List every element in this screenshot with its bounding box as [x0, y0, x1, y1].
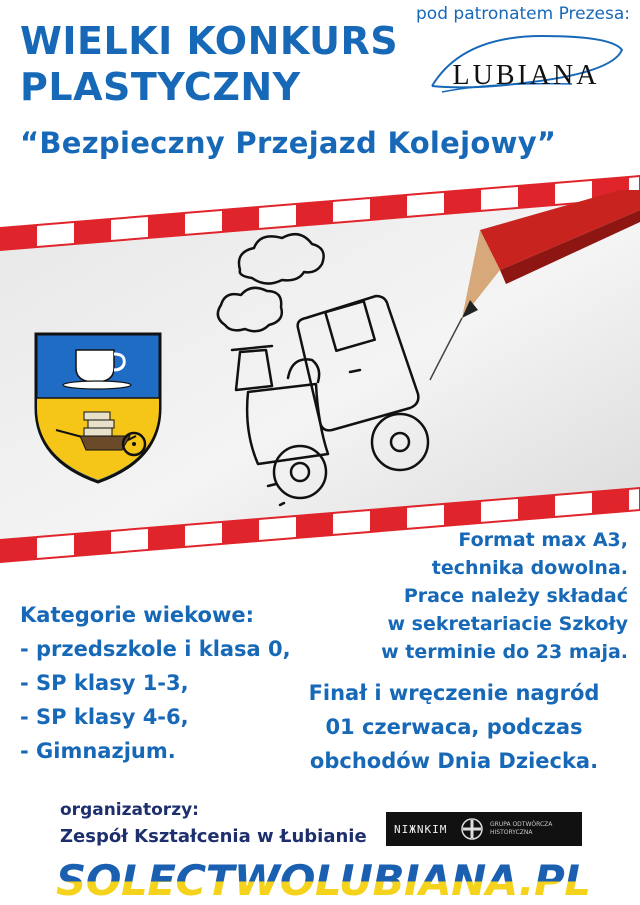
lubiana-logo — [412, 26, 640, 106]
patron-label: pod patronatem Prezesa: — [416, 4, 630, 24]
age-categories — [20, 598, 291, 768]
category-item: - przedszkole i klasa 0, — [20, 637, 291, 661]
rules-line: w terminie do 23 maja. — [381, 641, 628, 663]
rules-line: Prace należy składać — [403, 585, 628, 607]
final-line: 01 czerwaca, podczas — [325, 715, 583, 739]
final-line: Finał i wręczenie nagród — [308, 681, 600, 705]
final-info — [296, 676, 612, 778]
badge-right-text: GRUPA ODTWÓRCZA HISTORYCZNA — [490, 821, 553, 836]
category-item: - SP klasy 1-3, — [20, 671, 189, 695]
reenactment-group-logo — [386, 812, 582, 846]
badge-left-text: NIЖNKIM — [394, 822, 448, 836]
rules-line: w sekretariacie Szkoły — [387, 613, 628, 635]
lubiana-logo-text: LUBIANA — [452, 60, 600, 91]
title-line-1: WIELKI KONKURS — [20, 19, 399, 63]
rules-info — [381, 526, 628, 666]
category-item: - SP klasy 4-6, — [20, 705, 189, 729]
organizers-label: organizatorzy: — [60, 800, 199, 820]
poster-subtitle: “Bezpieczny Przejazd Kolejowy” — [20, 126, 557, 160]
organizer-name: Zespół Kształcenia w Łubianie — [60, 826, 367, 847]
rules-line: Format max A3, — [458, 529, 628, 551]
final-line: obchodów Dnia Dziecka. — [309, 749, 599, 773]
rules-line: technika dowolna. — [431, 557, 628, 579]
categories-heading: Kategorie wiekowe: — [20, 603, 255, 627]
website-url[interactable]: SOLECTWOLUBIANA.PL — [56, 856, 591, 905]
cross-emblem-icon — [460, 817, 484, 841]
poster-title — [20, 18, 398, 110]
title-line-2: PLASTYCZNY — [20, 65, 301, 109]
category-item: - Gimnazjum. — [20, 739, 176, 763]
